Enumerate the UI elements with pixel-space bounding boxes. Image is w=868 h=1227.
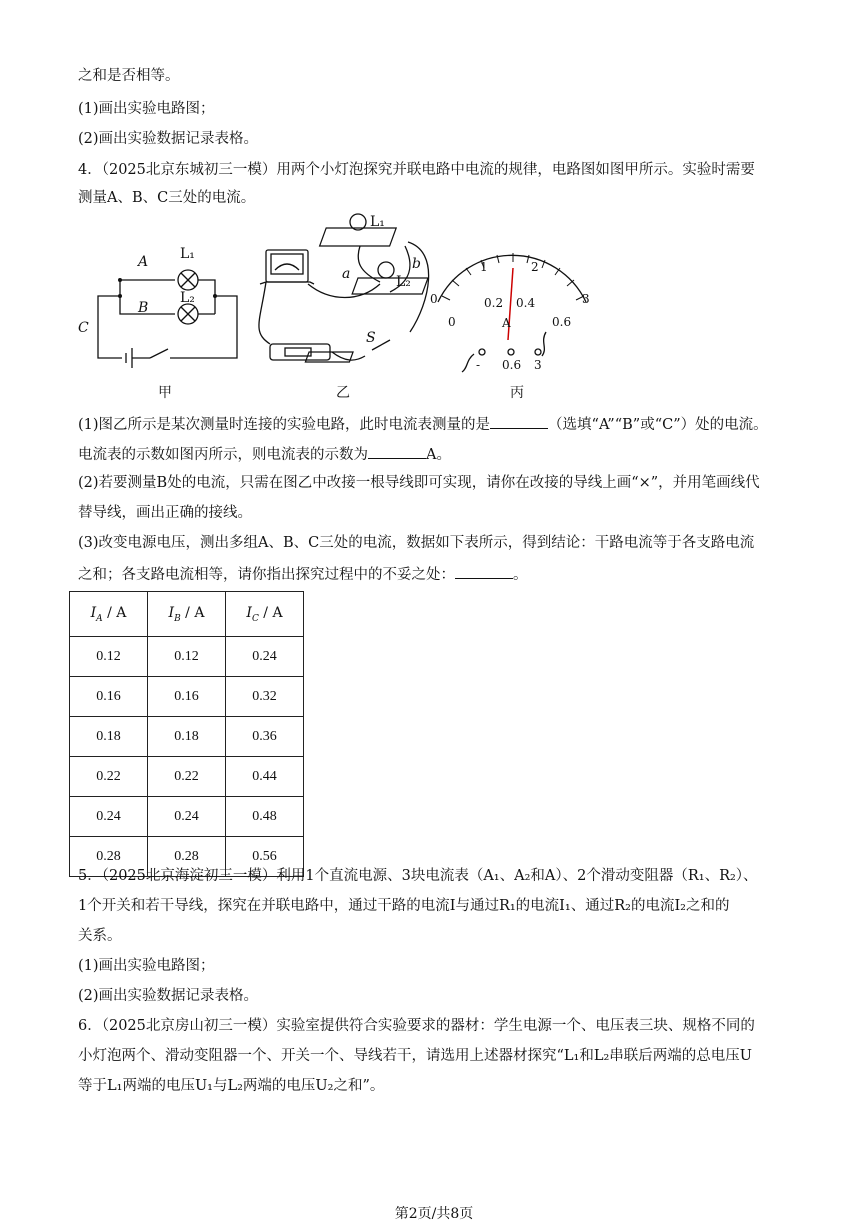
answer-blank[interactable] [368, 443, 426, 459]
question-5-cont: 1个开关和若干导线，探究在并联电路中，通过干路的电流I与通过R₁的电流I₁、通过R₂的电流I₂之和的 [78, 898, 730, 914]
label-L1: L₁ [180, 246, 195, 262]
question-4-2: (2)若要测量B处的电流，只需在图乙中改接一根导线即可实现，请你在改接的导线上画“×”，并用笔画线代 [78, 475, 760, 491]
dial-bottom-06: 0.6 [552, 315, 572, 329]
cell: 0.28 [70, 837, 148, 877]
figure-group [70, 212, 610, 402]
cell: 0.22 [70, 757, 148, 797]
cell: 0.18 [148, 717, 226, 757]
question-4-1-cont: 电流表的示数如图丙所示，则电流表的示数为 A。 [78, 443, 451, 465]
table-row [70, 637, 304, 677]
answer-blank[interactable] [455, 563, 513, 579]
question-6-cont: 等于L₁两端的电压U₁与L₂两端的电压U₂之和”。 [78, 1078, 385, 1094]
cell: 0.36 [226, 717, 304, 757]
cell: 0.48 [226, 797, 304, 837]
dial-unit: A [502, 316, 511, 330]
cell: 0.28 [148, 837, 226, 877]
label-wire-b: b [412, 256, 421, 272]
dial-bottom-0: 0 [448, 315, 456, 329]
question-5-cont: 关系。 [78, 928, 122, 944]
cell: 0.32 [226, 677, 304, 717]
question-4-3: (3)改变电源电压，测出多组A、B、C三处的电流，数据如下表所示，得到结论：干路电流等于各支路电流 [78, 535, 755, 551]
terminal-3: 3 [534, 358, 542, 372]
text-line: (1)画出实验电路图； [78, 101, 215, 117]
caption-jia: 甲 [158, 385, 172, 401]
text-line: 之和是否相等。 [78, 68, 180, 84]
label-yi-L2: L₂ [396, 274, 411, 290]
cell: 0.22 [148, 757, 226, 797]
text-line: (2)画出实验数据记录表格。 [78, 131, 259, 147]
question-6-cont: 小灯泡两个、滑动变阻器一个、开关一个、导线若干，请选用上述器材探究“L₁和L₂串联后两端的总电压U [78, 1048, 753, 1064]
answer-blank[interactable] [490, 413, 548, 429]
dial-top-3: 3 [582, 292, 590, 306]
question-4-2-cont: 替导线，画出正确的接线。 [78, 505, 252, 521]
header-IC: $I_C$ / A [226, 592, 304, 637]
table-row [70, 717, 304, 757]
dial-top-2: 2 [531, 260, 539, 274]
cell: 0.44 [226, 757, 304, 797]
cell: 0.16 [70, 677, 148, 717]
question-4-stem-2: 测量A、B、C三处的电流。 [78, 190, 256, 206]
terminal-06: 0.6 [502, 358, 522, 372]
cell: 0.16 [148, 677, 226, 717]
dial-bottom-04: 0.4 [516, 296, 536, 310]
label-B: B [138, 300, 149, 316]
question-5-2: (2)画出实验数据记录表格。 [78, 988, 259, 1004]
label-L2: L₂ [180, 290, 195, 306]
caption-bing: 丙 [510, 385, 524, 401]
label-switch-S: S [366, 330, 376, 346]
label-wire-a: a [342, 266, 351, 282]
question-6: 6．（2025北京房山初三一模）实验室提供符合实验要求的器材：学生电源一个、电压表三块、规格不同的 [78, 1018, 755, 1034]
question-4-stem: 4．（2025北京东城初三一模）用两个小灯泡探究并联电路中电流的规律，电路图如图甲所示。实验时需要 [78, 162, 755, 178]
question-4-3-cont: 之和；各支路电流相等，请你指出探究过程中的不妥之处： 。 [78, 563, 528, 585]
label-C: C [78, 320, 89, 336]
cell: 0.24 [148, 797, 226, 837]
cell: 0.12 [70, 637, 148, 677]
terminal-neg: - [476, 358, 481, 372]
cell: 0.12 [148, 637, 226, 677]
cell: 0.24 [226, 637, 304, 677]
table-row [70, 757, 304, 797]
cell: 0.18 [70, 717, 148, 757]
table-row [70, 797, 304, 837]
header-IB: $I_B$ / A [148, 592, 226, 637]
data-table [69, 591, 304, 877]
caption-yi: 乙 [336, 385, 350, 401]
dial-top-1: 1 [480, 260, 488, 274]
label-A: A [138, 254, 149, 270]
cell: 0.24 [70, 797, 148, 837]
dial-top-0: 0 [430, 292, 438, 306]
cell: 0.56 [226, 837, 304, 877]
page-footer: 第2页/共8页 [394, 1206, 474, 1222]
dial-bottom-02: 0.2 [484, 296, 504, 310]
table-header-row [70, 592, 304, 637]
header-IA: $I_A$ / A [70, 592, 148, 637]
question-4-1: (1)图乙所示是某次测量时连接的实验电路，此时电流表测量的是 （选填“A”“B”或“C”）处的电流。 [78, 413, 768, 435]
table-row [70, 677, 304, 717]
label-yi-L1: L₁ [370, 214, 385, 230]
question-5: 5．（2025北京海淀初三一模）利用1个直流电源、3块电流表（A₁、A₂和A）、2个滑动变阻器（R₁、R₂）、 [78, 868, 758, 884]
question-5-1: (1)画出实验电路图； [78, 958, 215, 974]
